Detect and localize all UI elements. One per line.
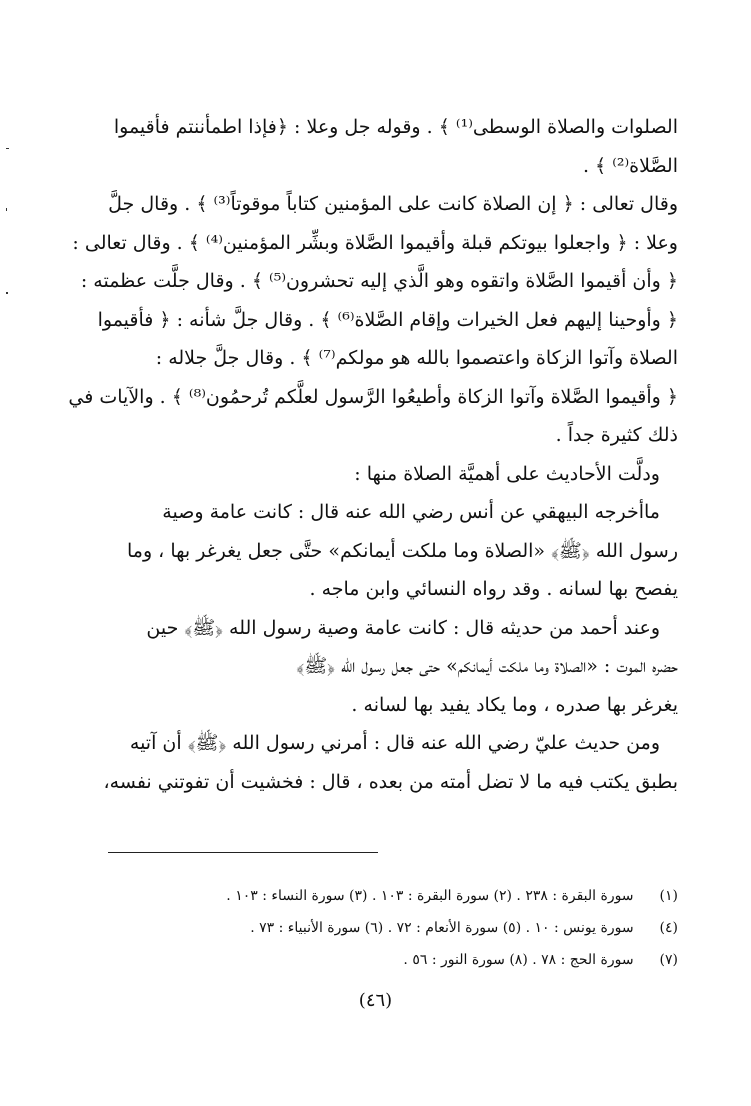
footnote (100, 912, 678, 944)
footnote-number: (٧) (659, 952, 678, 968)
text-line: ومن حديث عليّ رضي الله عنه قال : أمرني رسول الله ﴿ﷺ﴾ أن آتيه (129, 732, 660, 754)
footnote-number: (٤) (659, 920, 678, 936)
footnote (100, 880, 678, 912)
text-line: الصلوات والصلاة الوسطى⁽¹⁾ ﴾ . وقوله جل وعلا : ﴿فإذا اطمأننتم فأقيموا (113, 116, 678, 138)
text-line: وعلا : ﴿ واجعلوا بيوتكم قبلة وأقيموا الصَّلاة وبشِّر المؤمنين⁽⁴⁾ ﴾ . وقال تعالى : (72, 231, 678, 254)
text-line: ماأخرجه البيهقي عن أنس رضي الله عنه قال : كانت عامة وصية (162, 501, 660, 523)
margin-mark (6, 208, 7, 211)
text-line: الصَّلاة⁽²⁾ ﴾ . (582, 154, 678, 177)
text-line: يغرغر بها صدره ، وما يكاد يفيد بها لسانه . (351, 693, 678, 716)
text-line: وقال تعالى : ﴿ إن الصلاة كانت على المؤمنين كتاباً موقوتاً⁽³⁾ ﴾ . وقال جلَّ (108, 193, 678, 215)
text-line: ودلَّت الأحاديث على أهميَّة الصلاة منها : (354, 462, 660, 485)
text-line: حضره الموت : «الصلاة وما ملكت أيمانكم» حتى جعل رسول الله ﴿ﷺ﴾ (296, 655, 678, 677)
text-line: وعند أحمد من حديثه قال : كانت عامة وصية رسول الله ﴿ﷺ﴾ حين (146, 616, 660, 639)
margin-mark (6, 148, 9, 149)
text-line: ذلك كثيرة جداً . (555, 424, 678, 446)
footnote-divider (108, 852, 378, 853)
footnote-text: سورة البقرة : ٢٣٨ . (٢) سورة البقرة : ١٠٣ . (٣) سورة النساء : ١٠٣ . (226, 888, 634, 904)
text-line: يفصح بها لسانه . وقد رواه النسائي وابن ماجه . (309, 578, 678, 600)
text-line: ﴿ وأوحينا إليهم فعل الخيرات وإقام الصَّلاة⁽⁶⁾ ﴾ . وقال جلَّ شأنه : ﴿ فأقيموا (97, 308, 678, 331)
body-text (68, 108, 678, 801)
text-line: بطبق يكتب فيه ما لا تضل أمته من بعده ، قال : فخشيت أن تفوتني نفسه، (103, 770, 678, 793)
text-line: ﴿ وأقيموا الصَّلاة وآتوا الزكاة وأطيعُوا الرَّسول لعلَّكم تُرحمُون⁽⁸⁾ ﴾ . والآيات في (68, 385, 678, 408)
text-line: رسول الله ﴿ﷺ﴾ «الصلاة وما ملكت أيمانكم» حتَّى جعل يغرغر بها ، وما (127, 539, 678, 562)
text-line: الصلاة وآتوا الزكاة واعتصموا بالله هو مولكم⁽⁷⁾ ﴾ . وقال جلَّ جلاله : (155, 347, 678, 369)
margin-mark (6, 292, 8, 294)
footnote-text: سورة الحج : ٧٨ . (٨) سورة النور : ٥٦ . (403, 952, 634, 968)
footnote-text: سورة يونس : ١٠ . (٥) سورة الأنعام : ٧٢ . (٦) سورة الأنبياء : ٧٣ . (250, 920, 634, 936)
page-number: (٤٦) (358, 990, 393, 1011)
footnote (100, 944, 678, 976)
footnotes (100, 880, 678, 976)
text-line: ﴿ وأن أقيموا الصَّلاة واتقوه وهو الَّذي إليه تحشرون⁽⁵⁾ ﴾ . وقال جلَّت عظمته : (80, 270, 678, 292)
footnote-number: (١) (659, 888, 678, 904)
